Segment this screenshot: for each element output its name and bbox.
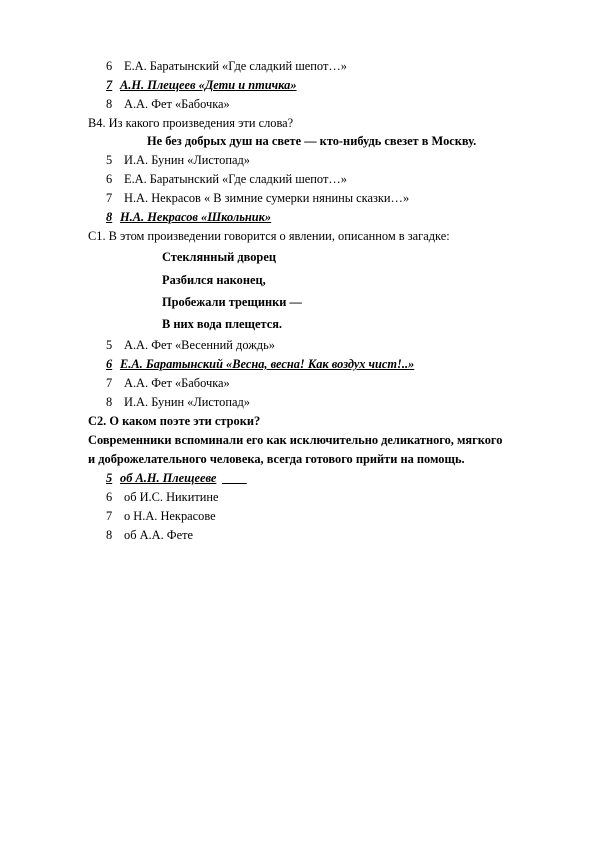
question-text: С2. О каком поэте эти строки?: [88, 414, 261, 428]
paragraph-text: Современники вспоминали его как исключительно деликатного, мягкого: [88, 433, 503, 447]
option-text: об И.С. Никитине: [124, 490, 219, 504]
option-text: о Н.А. Некрасове: [124, 509, 216, 523]
option-text: А.Н. Плещеев «Дети и птичка»: [120, 78, 297, 92]
option-number: 8: [106, 528, 113, 542]
option-number: 6: [106, 59, 113, 73]
option-number: 6: [106, 172, 113, 186]
option-text: Н.А. Некрасов «Школьник»: [120, 210, 272, 224]
option-number: 8: [106, 97, 113, 111]
option-text: об А.А. Фете: [124, 528, 193, 542]
riddle-text: Стеклянный дворец: [162, 250, 276, 264]
option-number: 5: [106, 338, 113, 352]
option-number: 6: [106, 490, 113, 504]
option-text: Н.А. Некрасов « В зимние сумерки нянины сказки…»: [124, 191, 410, 205]
option-number: 8: [106, 210, 113, 224]
option-number: 7: [106, 376, 113, 390]
question-text: С1. В этом произведении говорится о явлении, описанном в загадке:: [88, 229, 450, 243]
option-text: И.А. Бунин «Листопад»: [124, 395, 250, 409]
option-text: А.А. Фет «Весенний дождь»: [124, 338, 275, 352]
option-text: Е.А. Баратынский «Где сладкий шепот…»: [124, 172, 347, 186]
option-number: 7: [106, 509, 113, 523]
option-text: И.А. Бунин «Листопад»: [124, 153, 250, 167]
question-text: В4. Из какого произведения эти слова?: [88, 116, 294, 130]
option-text: Е.А. Баратынский «Где сладкий шепот…»: [124, 59, 347, 73]
option-number: 6: [106, 357, 113, 371]
option-text: об А.Н. Плещееве: [120, 471, 217, 485]
quote-text: Не без добрых душ на свете — кто-нибудь свезет в Москву.: [147, 134, 477, 148]
riddle-text: В них вода плещется.: [162, 317, 283, 331]
paragraph-text: и доброжелательного человека, всегда готового прийти на помощь.: [88, 452, 465, 466]
option-number: 5: [106, 153, 113, 167]
option-number: 7: [106, 78, 113, 92]
riddle-text: Разбился наконец,: [162, 273, 266, 287]
option-text: А.А. Фет «Бабочка»: [124, 376, 230, 390]
answer-underline: [222, 468, 247, 488]
option-number: 5: [106, 471, 113, 485]
option-text: Е.А. Баратынский «Весна, весна! Как воздух чист!..»: [120, 357, 415, 371]
option-text: А.А. Фет «Бабочка»: [124, 97, 230, 111]
option-number: 7: [106, 191, 113, 205]
option-number: 8: [106, 395, 113, 409]
riddle-text: Пробежали трещинки —: [162, 295, 302, 309]
